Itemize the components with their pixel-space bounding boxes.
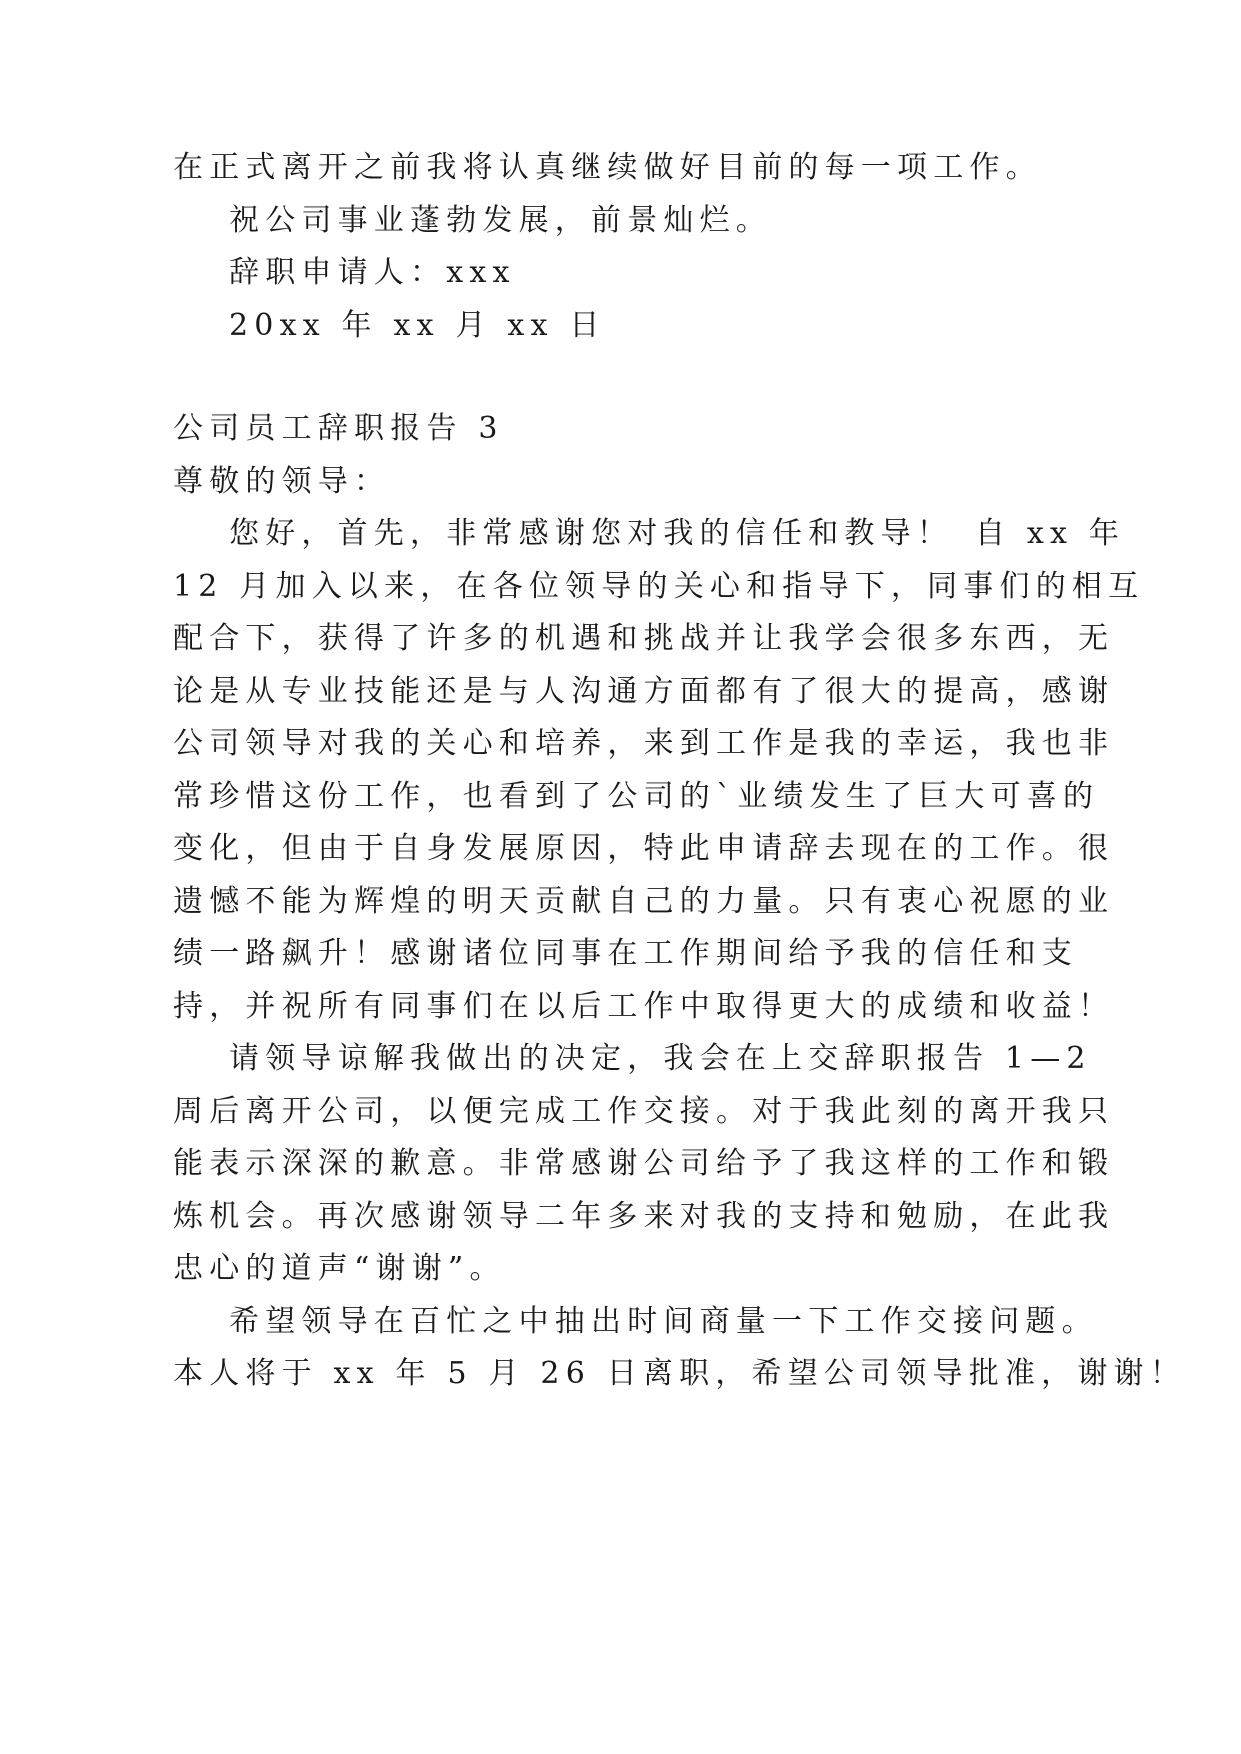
wish-line: 祝公司事业蓬勃发展，前景灿烂。: [229, 203, 772, 238]
para1-line5: 公司领导对我的关心和培养，来到工作是我的幸运，我也非: [173, 726, 1115, 761]
para2-line4: 炼机会。再次感谢领导二年多来对我的支持和勉励，在此我: [173, 1199, 1115, 1234]
para1-line1: [229, 515, 1125, 553]
salutation: 尊敬的领导：: [173, 464, 391, 499]
date-line: 20xx 年 xx 月 xx 日: [229, 308, 606, 343]
section-title: 公司员工辞职报告 3: [173, 411, 504, 446]
para2-line1: 请领导谅解我做出的决定，我会在上交辞职报告 1—2: [229, 1041, 1092, 1076]
applicant-line: 辞职申请人：xxx: [229, 255, 516, 290]
para3-line1: 希望领导在百忙之中抽出时间商量一下工作交接问题。: [229, 1304, 1098, 1339]
closing-line: 在正式离开之前我将认真继续做好目前的每一项工作。: [173, 150, 1042, 185]
para2-line5: 忠心的道声“谢谢”。: [173, 1251, 506, 1286]
para1-line1-a: 您好，首先，非常感谢您对我的信任和教导！: [229, 516, 953, 551]
para3-line2: 本人将于 xx 年 5 月 26 日离职，希望公司领导批准，谢谢！: [173, 1356, 1186, 1391]
para1-line1-b: 自 xx 年: [975, 516, 1126, 551]
para1-line3: 配合下，获得了许多的机遇和挑战并让我学会很多东西，无: [173, 621, 1115, 656]
para1-line6: 常珍惜这份工作，也看到了公司的`业绩发生了巨大可喜的: [173, 779, 1100, 814]
para1-line7: 变化，但由于自身发展原因，特此申请辞去现在的工作。很: [173, 831, 1115, 866]
para1-line10: 持，并祝所有同事们在以后工作中取得更大的成绩和收益！: [173, 989, 1115, 1024]
para1-line2: 12 月加入以来，在各位领导的关心和指导下，同事们的相互: [173, 569, 1145, 604]
para1-line9: 绩一路飙升！感谢诸位同事在工作期间给予我的信任和支: [173, 936, 1078, 971]
para1-line4: 论是从专业技能还是与人沟通方面都有了很大的提高，感谢: [173, 674, 1115, 709]
para2-line2: 周后离开公司，以便完成工作交接。对于我此刻的离开我只: [173, 1094, 1115, 1129]
para1-line8: 遗憾不能为辉煌的明天贡献自己的力量。只有衷心祝愿的业: [173, 884, 1115, 919]
para2-line3: 能表示深深的歉意。非常感谢公司给予了我这样的工作和锻: [173, 1146, 1115, 1181]
